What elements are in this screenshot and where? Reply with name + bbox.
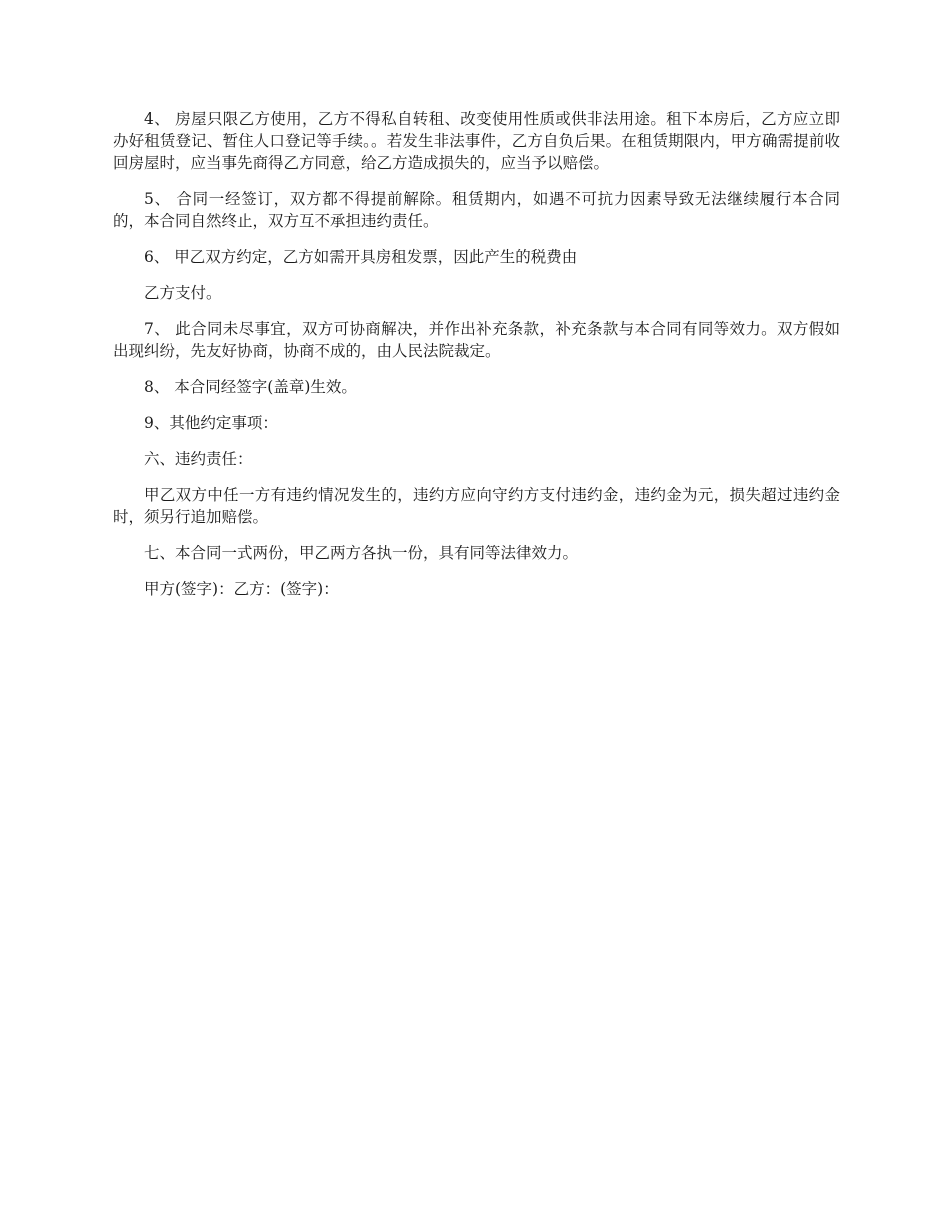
clause-7: 7、 此合同未尽事宜，双方可协商解决，并作出补充条款，补充条款与本合同有同等效力。双方假如出现纠纷，先友好协商，协商不成的，由人民法院裁定。	[113, 320, 840, 360]
section-copies: 七、本合同一式两份，甲乙两方各执一份，具有同等法律效力。	[144, 544, 579, 562]
signature-line: 甲方(签字)：乙方：(签字)：	[144, 580, 339, 598]
section-heading-breach: 六、违约责任：	[144, 450, 253, 468]
breach-liability-text: 甲乙双方中任一方有违约情况发生的，违约方应向守约方支付违约金，违约金为元，损失超过违约金时，须另行追加赔偿。	[113, 486, 840, 526]
clause-6: 6、 甲乙双方约定，乙方如需开具房租发票，因此产生的税费由	[144, 248, 578, 266]
clause-6-continued: 乙方支付。	[144, 284, 222, 302]
clause-9: 9、其他约定事项：	[144, 414, 278, 432]
document-body	[113, 108, 840, 614]
clause-4: 4、 房屋只限乙方使用，乙方不得私自转租、改变使用性质或供非法用途。租下本房后，乙方应立即办好租赁登记、暂住人口登记等手续。。若发生非法事件，乙方自负后果。在租赁期限内，甲方确需提前收回房屋时，应当事先商得乙方同意，给乙方造成损失的，应当予以赔偿。	[113, 110, 840, 172]
clause-8: 8、 本合同经签字(盖章)生效。	[144, 378, 357, 396]
clause-5: 5、 合同一经签订，双方都不得提前解除。租赁期内，如遇不可抗力因素导致无法继续履行本合同的，本合同自然终止，双方互不承担违约责任。	[113, 190, 840, 230]
